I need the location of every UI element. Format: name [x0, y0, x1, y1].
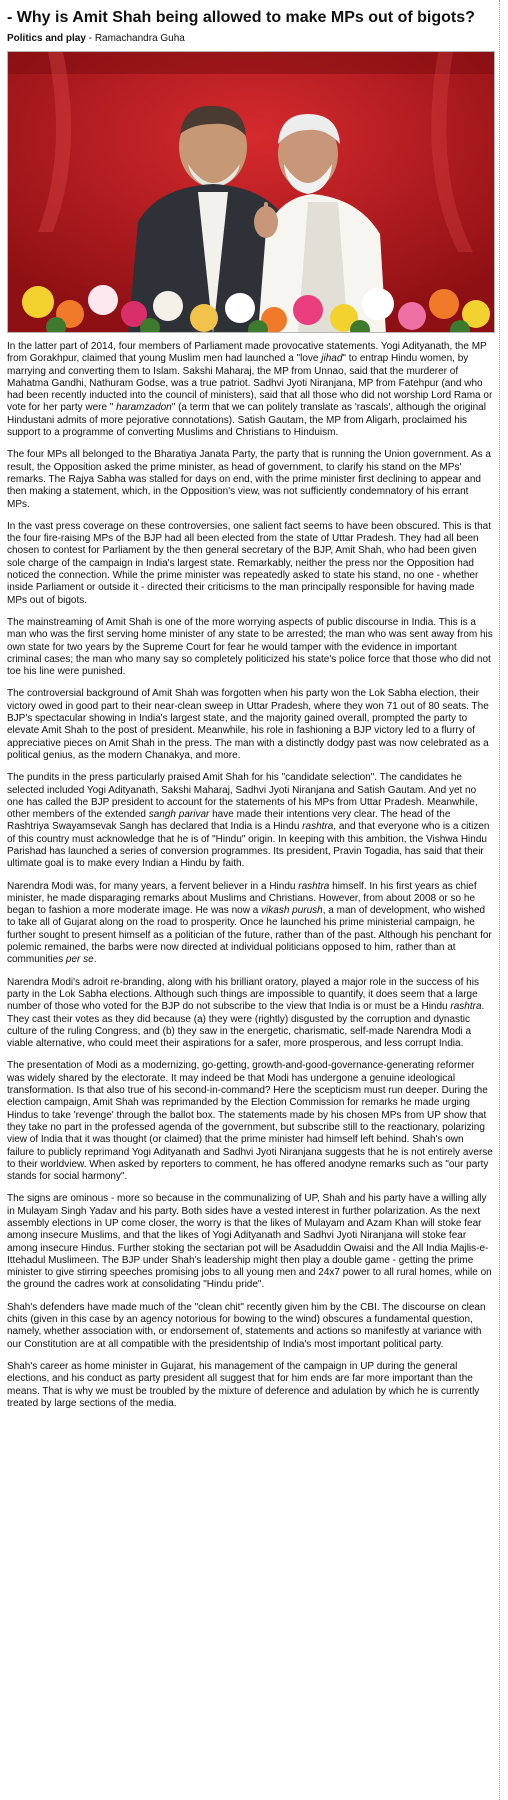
article-paragraph: [7, 1302, 493, 1351]
paragraph-text: The signs are ominous - more so because in the communalizing of UP, Shah and his party have a willing ally in Mulayam Singh Yadav and his party. Both sides have a vested interest in further polarization. As the next assembly elections in UP come closer, the worry is that the likes of Mulayam and Azam Khan will stoke fear among insecure Muslims, and that the likes of Yogi Adityanath and Sadhvi Jyoti Niranjana will stoke fear among insecure Hindus. Further stoking the sectarian pot will be Asaduddin Owaisi and the All India Majlis-e-Ittehadul Muslimeen. The BJP under Shah's leadership might then play a double game - getting the prime minister to give stirring speeches promising jobs to all young men and 24x7 power to all rural homes, while on the ground the cadres work at consolidating "Hindu pride".: [7, 1193, 492, 1291]
italic-term: jihad: [321, 353, 343, 365]
paragraph-text: .: [93, 954, 97, 966]
article-paragraph: [7, 881, 493, 967]
paragraph-text: The presentation of Modi as a modernizing, go-getting, growth-and-good-governance-generating reformer was widely shared by the electorate. It may indeed be that Modi has undergone a genuine ideological transformation. Is that also true of his second-in-command? Here the scepticism must run deeper. During the election campaign, Amit Shah was reprimanded by the Election Commission for remarks he made urging Hindus to take 'revenge' through the ballot box. The statements made by his chosen MPs from UP show that they take no part in the professed agenda of the government, but subscribe still to the reactionary, polarizing view of India that it was thought (or claimed) that the prime minister had himself left behind. Shah's own failure to publicly reprimand Yogi Adityanath and Sadhvi Jyoti Niranjana suggests that he is not entirely averse to their worldview. When asked by reporters to comment, he has offered anodyne remarks such as "our party stands for social harmony".: [7, 1060, 493, 1183]
paragraph-text: Narendra Modi's adroit re-branding, along with his brilliant oratory, played a major role in the success of his party in the Lok Sabha elections. Although such things are impossible to quantify, it does seem that a large number of those who voted for the BJP do not subscribe to the view that India is or must be a Hindu: [7, 976, 479, 1013]
article-paragraph: [7, 977, 493, 1051]
article-paragraph: [7, 1361, 493, 1410]
italic-term: rashtra: [302, 821, 334, 833]
italic-term: sangh parivar: [148, 809, 210, 821]
italic-term: haramzadon: [116, 402, 172, 414]
article-paragraph: [7, 617, 493, 678]
article-headline: - Why is Amit Shah being allowed to make MPs out of bigots?: [7, 9, 475, 26]
paragraph-text: , a man of development, who wished to take all of Gujarat along on the road to prosperity. Once he launched his prime ministerial campaign, he further sought to present himself as a politician of the future, rather than of the past. Although his penchant for polemic remained, the barbs were now directed at individual politicians opposed to him, rather than at communities: [7, 905, 492, 966]
article-paragraph: [7, 341, 493, 439]
section-label: Politics and play: [7, 33, 86, 44]
paragraph-text: The pundits in the press particularly praised Amit Shah for his "candidate selection". The candidates he selected included Yogi Adityanath, Sakshi Maharaj, Sadhvi Jyoti Niranjana and Satish Gautam. And yet no one has called the BJP president to account for the statements of his MPs from Uttar Pradesh. Meanwhile, other members of the extended: [7, 772, 478, 821]
paragraph-text: have made their intentions very clear. The head of the Rashtriya Swayamsevak Sangh has declared that India is a Hindu: [7, 809, 451, 833]
paragraph-text: , and that everyone who is a citizen of this country must acknowledge that he is of "Hindu" origin. In keeping with this ambition, the Vishwa Hindu Parishad has launched a series of conversion programmes. Its president, Pravin Togadia, has said that their ultimate goal is to make every Indian a Hindu by faith.: [7, 821, 490, 870]
italic-term: per se: [65, 954, 94, 966]
paragraph-text: himself. In his first years as chief minister, he made disparaging remarks about Muslims and Christians. However, from about 2008 or so he began to fashion a more moderate image. He was now a: [7, 880, 477, 917]
paragraph-text: The controversial background of Amit Shah was forgotten when his party won the Lok Sabha election, their victory owed in good part to their near-clean sweep in Uttar Pradesh, where they won 71 out of 80 seats. The BJP's spectacular showing in India's largest state, and the majority gained overall, prompted the party to elevate Amit Shah to the post of president. Meanwhile, his role in fashioning a BJP victory led to a flurry of appreciative pieces on Amit Shah in the press. The man with a distinctly dodgy past was now celebrated as a political genius, as the modern Chanakya, and more.: [7, 688, 489, 761]
paragraph-text: In the latter part of 2014, four members of Parliament made provocative statements. Yogi Adityanath, the MP from Gorakhpur, claimed that young Muslim men had launched a "love: [7, 341, 487, 365]
paragraph-text: In the vast press coverage on these controversies, one salient fact seems to have been obscured. This is that the four fire-raising MPs of the BJP had all been elected from the state of Uttar Pradesh. They had all been chosen to contest for Parliament by the then general secretary of the BJP, Amit Shah, who had been given sole charge of the campaign in India's largest state. Remarkably, neither the press nor the Opposition had noticed the connection. While the prime minister was repeatedly asked to state his stand, no one - whether inside Parliament or outside it - directed their criticisms to the man principally responsible for having made MPs out of bigots.: [7, 520, 491, 606]
italic-term: vikash purush: [261, 905, 323, 917]
article-paragraph: [7, 772, 493, 870]
article-paragraph: [7, 449, 493, 510]
paragraph-text: . They cast their votes as they did because (a) they were (rightly) disgusted by the corruption and dynastic culture of the ruling Congress, and (b) they saw in the energetic, charismatic, self-made Narendra Modi a viable alternative, who could meet their aspirations for a safer, more prosperous, and less corrupt India.: [7, 1001, 485, 1050]
paragraph-text: Shah's defenders have made much of the "clean chit" recently given him by the CBI. The discourse on clean chits (given in this case by an agency notorious for bowing to the wind) obscures a fundamental question, namely, whether association with, or endorsement of, statements and actions so manifestly at variance with our Constitution are at all compatible with the presidentship of India's most important political party.: [7, 1301, 486, 1350]
italic-term: rashtra: [298, 880, 330, 892]
byline-separator: -: [85, 33, 95, 44]
article-paragraph: [7, 1060, 493, 1183]
paragraph-text: Shah's career as home minister in Gujarat, his management of the campaign in UP during the general elections, and his conduct as party president all suggest that for him ends are far more important than the means. That is why we must be troubled by the mixture of deference and adulation by which he is currently treated by large sections of the media.: [7, 1360, 480, 1409]
article-photo: [7, 51, 495, 333]
article-paragraph: [7, 1193, 493, 1291]
paragraph-text: " to entrap Hindu women, by marrying and converting them to Islam. Sakshi Maharaj, the MP from Unnao, said that the murderer of Mahatma Gandhi, Nathuram Godse, was a true patriot. Sadhvi Jyoti Niranjana, MP from Fatehpur (and who had been recently inducted into the council of ministers), said that all those who did not worship Lord Rama or vote for her party were ": [7, 353, 493, 414]
article-byline: [7, 33, 493, 44]
italic-term: rashtra: [450, 1001, 482, 1013]
article-body: [7, 341, 493, 1410]
article-paragraph: [7, 688, 493, 762]
photo-illustration: [8, 52, 495, 333]
paragraph-text: The mainstreaming of Amit Shah is one of the more worrying aspects of public discourse in India. This is a man who was the first serving home minister of any state to be arrested; the man who was sent away from his own state for two years by the Supreme Court for fear he would tamper with the evidence in important criminal cases; the man who many say so completely politicized his state's police force that those who did not toe his line were punished.: [7, 616, 493, 678]
paragraph-text: Narendra Modi was, for many years, a fervent believer in a Hindu: [7, 880, 299, 892]
author-name: Ramachandra Guha: [94, 33, 185, 44]
paragraph-text: The four MPs all belonged to the Bharatiya Janata Party, the party that is running the Union government. As a result, the Opposition asked the prime minister, as head of government, to clarify his stand on the MPs' remarks. The Rajya Sabha was stalled for days on end, with the prime minister first declining to appear and then making a statement, which, in the Opposition's view, was not sufficiently condemnatory of his errant MPs.: [7, 449, 491, 510]
paragraph-text: " (a term that we can politely translate as 'rascals', although the original Hindustani admits of more pejorative connotations). Satish Gautam, the MP from Aligarh, proclaimed his support to a programme of converting Muslims and Christians to Hinduism.: [7, 402, 486, 439]
article-paragraph: [7, 521, 493, 607]
